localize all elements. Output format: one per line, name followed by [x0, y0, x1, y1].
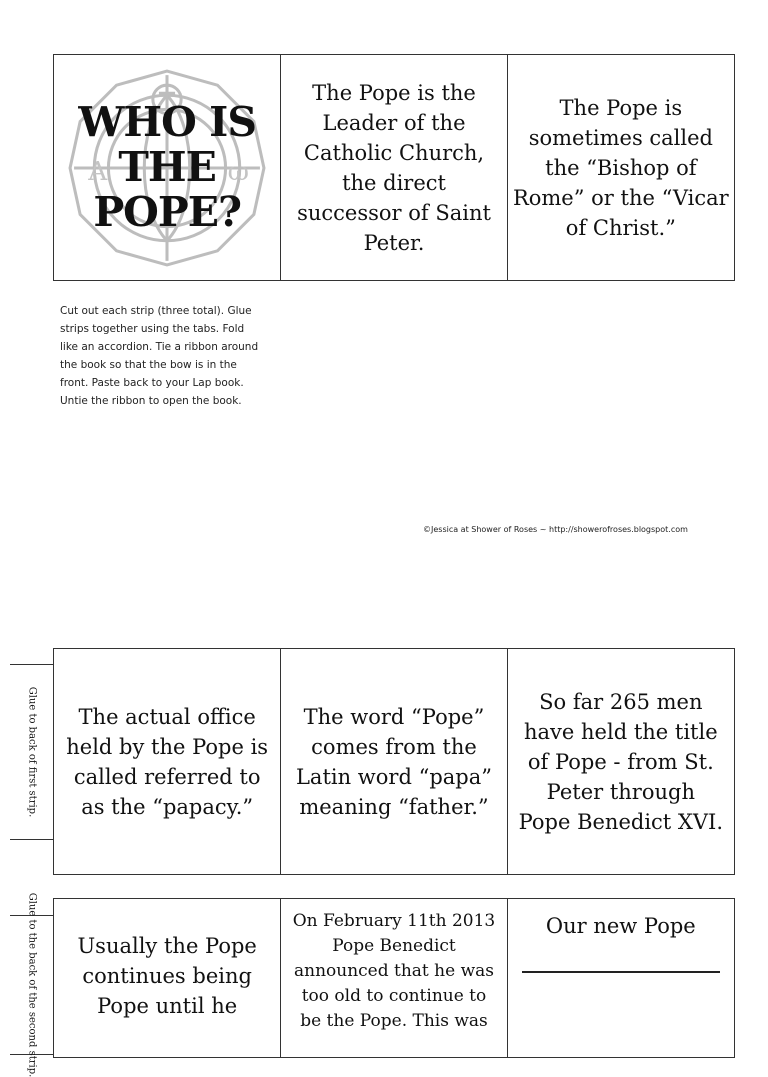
panel-text: Our new Pope — [545, 914, 696, 938]
panel-text: On February 11th 2013 Pope Benedict announced that he was too old to continue to be the Pope. This was — [292, 911, 496, 1031]
title-panel — [54, 55, 281, 280]
panel-new-pope — [508, 899, 734, 1057]
panel-text: So far 265 men have held the title of Pope - from St. Peter through Pope Benedict XVI. — [518, 689, 724, 834]
glue-tab-2 — [10, 664, 53, 840]
blank-line — [522, 971, 720, 973]
strip-2 — [53, 648, 735, 875]
panel-bishop-of-rome — [508, 55, 734, 280]
strip-1 — [53, 54, 735, 281]
panel-papacy — [54, 649, 281, 874]
panel-text: Usually the Pope continues being Pope until he — [77, 934, 257, 1018]
panel-text: The actual office held by the Pope is called referred to as the “papacy.” — [66, 704, 269, 819]
svg-text:ω: ω — [227, 157, 250, 188]
strip-3 — [53, 898, 735, 1058]
panel-leader — [281, 55, 507, 280]
panel-usually — [54, 899, 281, 1057]
panel-265-men — [508, 649, 734, 874]
glue-tab-3 — [10, 892, 53, 1077]
panel-text: The Pope is sometimes called the “Bishop of Rome” or the “Vicar of Christ.” — [512, 95, 729, 240]
glue-tab-label: Glue to the back of the second strip. — [26, 892, 37, 1077]
credit-line: ©Jessica at Shower of Roses ~ http://showerofroses.blogspot.com — [423, 525, 688, 534]
page-title: WHO IS THE POPE? — [78, 98, 256, 236]
instructions-text: Cut out each strip (three total). Glue strips together using the tabs. Fold like an accordion. Tie a ribbon around the book so that the bow is in the front. Paste back to your Lap book. Untie the ribbon to open the book. — [60, 305, 259, 407]
glue-tab-label: Glue to back of first strip. — [26, 686, 37, 818]
panel-text: The word “Pope” comes from the Latin word “papa” meaning “father.” — [295, 704, 492, 819]
panel-text: The Pope is the Leader of the Catholic Church, the direct successor of Saint Peter. — [297, 80, 491, 255]
svg-text:A: A — [88, 157, 108, 188]
panel-february — [281, 899, 507, 1057]
panel-word-pope — [281, 649, 507, 874]
